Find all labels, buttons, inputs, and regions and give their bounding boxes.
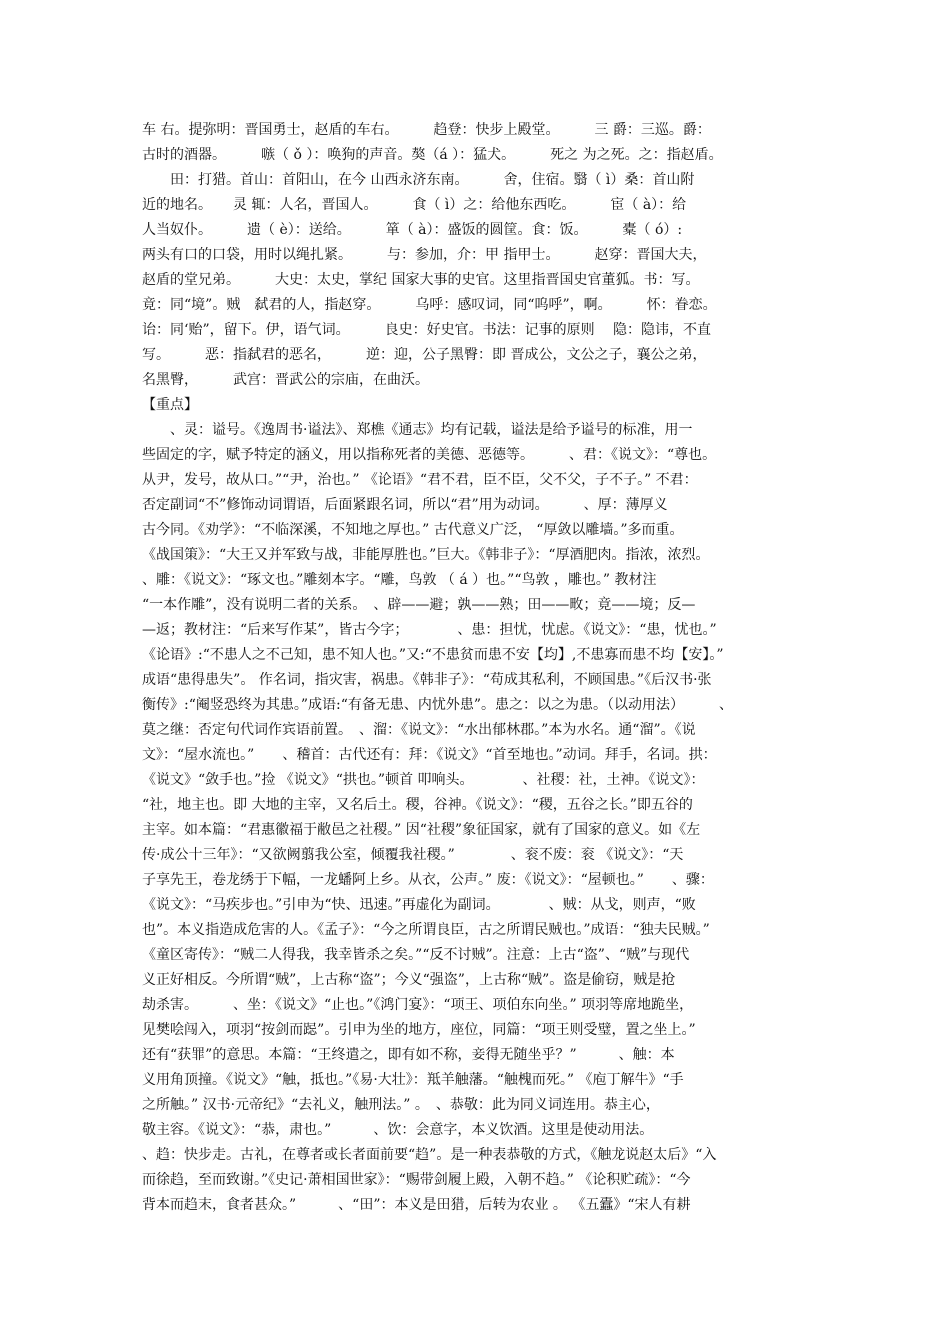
section-heading-key-points: 【重点】 [142,397,198,413]
note-line: 竟：同“境”。贼 弑君的人，指赵穿。 乌呼：感叹词，同“呜呼”，啊。 怀：眷恋。 [142,297,717,313]
document-page [142,118,810,1218]
key-point-line: 古今同。《劝学》：“不临深溪，不知地之厚也。” 古代意义广泛， “厚敛以雕墙。”多而重。 [142,522,684,538]
note-line: 两头有口的口袋，用时以绳扎紧。 与：参加，介：甲 指甲士。 赵穿：晋国大夫， [142,247,707,263]
key-point-line: 主宰。如本篇：“君惠徽福于敝邑之社稷。” 因“社稷”象征国家，就有了国家的意义。如《左 [142,822,701,838]
key-point-line: 《说文》：“马疾步也。”引申为“快、迅速。”再虚化为副词。 、贼：从戈，则声，“败 [142,897,696,913]
key-point-line: 文》：“屋水流也。” 、稽首：古代还有：拜：《说文》“首至地也。”动词。拜手，名词。拱： [142,747,717,763]
key-point-line: 而徐趋，至而致谢。”《史记·萧相国世家》：“赐带剑履上殿，入朝不趋。” 《论积贮疏》：“今 [142,1172,691,1188]
key-point-line: 见樊哙闯入，项羽“按剑而跽”。引申为坐的地方，座位，同篇：“项王则受璧，置之坐上。” [142,1022,696,1038]
key-point-line: 《童区寄传》：“贼二人得我，我幸皆杀之矣。”“反不讨贼”。注意：上古“盗”、“贼”与现代 [142,947,690,963]
key-points-body [142,418,810,1218]
note-line: 车 右。提弥明：晋国勇士，赵盾的车右。 趋登：快步上殿堂。 三 爵：三巡。爵： [142,122,711,138]
note-line: 赵盾的堂兄弟。 大史：太史，掌纪 国家大事的史官。这里指晋国史官董狐。书：写。 [142,272,700,288]
note-line: 古时的酒器。 嗾（ ǒ ）：唤狗的声音。獒（á ）：猛犬。 死之 为之死。之：指赵盾。 [142,147,723,163]
key-point-line: 些固定的字，赋予特定的涵义，用以指称死者的美德、恶德等。 、君：《说文》：“尊也。 [142,447,717,463]
annotation-notes [142,118,810,393]
key-point-line: 成语“患得患失”。 作名词，指灾害，祸患。《韩非子》：“苟成其私利，不顾国患。”《后汉书·张 [142,672,712,688]
key-point-line: “社，地主也。即 大地的主宰，又名后土。稷，谷神。《说文》：“稷，五谷之长。”即五谷的 [142,797,693,813]
note-line: 田：打猎。首山：首阳山，在今 山西永济东南。 舍，住宿。翳（ ì）桑：首山附 [142,172,695,188]
note-line: 人当奴仆。 遗（ è）：送给。 箪（ à）：盛饭的圆筐。食：饭。 橐（ ó）: [142,222,683,238]
key-point-line: 敬主容。《说文》：“恭，肃也。” 、饮：会意字，本义饮酒。这里是使动用法。 [142,1122,689,1138]
key-point-line: 、灵：谥号。《逸周书·谥法》、郑樵《通志》均有记载，谥法是给予谥号的标准，用一 [142,422,693,438]
key-point-line: 义正好相反。今所谓“贼”，上古称“盗”；今义“强盗”，上古称“贼”。盗是偷窃，贼是抢 [142,972,676,988]
key-point-line: 《论语》:“不患人之不己知，患不知人也。”又:“不患贫而患不安【均】,不患寡而患不均【安】。” [142,647,724,663]
key-point-line: 从尹，发号，故从口。”“尹，治也。” 《论语》“君不君，臣不臣，父不父，子不子。” 不君： [142,472,698,488]
key-point-line: —返；教材注：“后来写作某”，皆古今字； 、患：担忧，忧虑。《说文》：“患，忧也。” [142,622,717,638]
key-point-line: 也”。本义指造成危害的人。《孟子》：“今之所谓良臣，古之所谓民贼也。”成语：“独夫民贼。” [142,922,710,938]
note-line: 近的地名。 灵 辄：人名，晋国人。 食（ ì）之：给他东西吃。 宦（ à）：给 [142,197,687,213]
key-point-line: 否定副词“不”修饰动词谓语，后面紧跟名词，所以“君”用为动词。 、厚：薄厚义 [142,497,668,513]
key-point-line: 义用角顶撞。《说文》“触，抵也。”《易·大壮》：羝羊触藩。“触槐而死。” 《庖丁解牛》“手 [142,1072,684,1088]
key-point-line: 、趋：快步走。古礼，在尊者或长者面前要“趋”。是一种表恭敬的方式，《触龙说赵太后》“入 [142,1147,717,1163]
key-point-line: 、雕：《说文》：“琢文也。”雕刻本字。“雕，鸟敦 （ á ）也。”“鸟敦 ，雕也。” 教材注 [142,572,657,588]
key-point-line: “一本作雕”，没有说明二者的关系。 、辟——避；孰——熟；田——畋；竟——境；反— [142,597,696,613]
key-point-line: 《说文》“敛手也。”捡 《说文》“拱也。”顿首 叩响头。 、社稷：社，土神。《说文》： [142,772,705,788]
key-point-line: 背本而趋末，食者甚众。” 、“田”：本义是田猎，后转为农业 。 《五蠹》“宋人有耕 [142,1197,691,1213]
key-point-line: 莫之继：否定句代词作宾语前置。 、溜：《说文》：“水出郁林郡。”本为水名。通“溜”。《说 [142,722,696,738]
key-point-line: 之所触。” 汉书·元帝纪》“去礼义，触刑法。” 。 、恭敬：此为同义词连用。恭主心， [142,1097,660,1113]
key-point-line: 劫杀害。 、坐：《说文》“止也。”《鸿门宴》：“项王、项伯东向坐。” 项羽等席地跪坐， [142,997,694,1013]
note-line: 写。 恶：指弑君的恶名， 逆：迎，公子黑臀：即 晋成公，文公之子，襄公之弟， [142,347,707,363]
note-line: 名黑臀， 武宫：晋武公的宗庙，在曲沃。 [142,372,429,388]
key-point-line: 传·成公十三年》：“又欲阙翦我公室，倾覆我社稷。” 、衮不废：衮 《说文》：“天 [142,847,684,863]
key-point-line: 《战国策》：“大王又并军致与战，非能厚胜也。”巨大。《韩非子》：“厚酒肥肉。指浓，浓烈。 [142,547,710,563]
note-line: 诒：同‘贻”，留下。伊，语气词。 良史：好史官。书法：记事的原则 隐：隐讳，不直 [142,322,712,338]
key-point-line: 还有“获罪”的意思。本篇：“王终遣之，即有如不称，妾得无随坐乎？” 、触：本 [142,1047,675,1063]
key-point-line: 衡传》:“阉竖恐终为其患。”成语:“有备无患、内忧外患”。患之：以之为患。（以动用法） 、 [142,697,734,713]
key-point-line: 子享先王，卷龙绣于下幅，一龙蟠阿上乡。从衣，公声。” 废：《说文》：“屋顿也。” 、骤： [142,872,714,888]
